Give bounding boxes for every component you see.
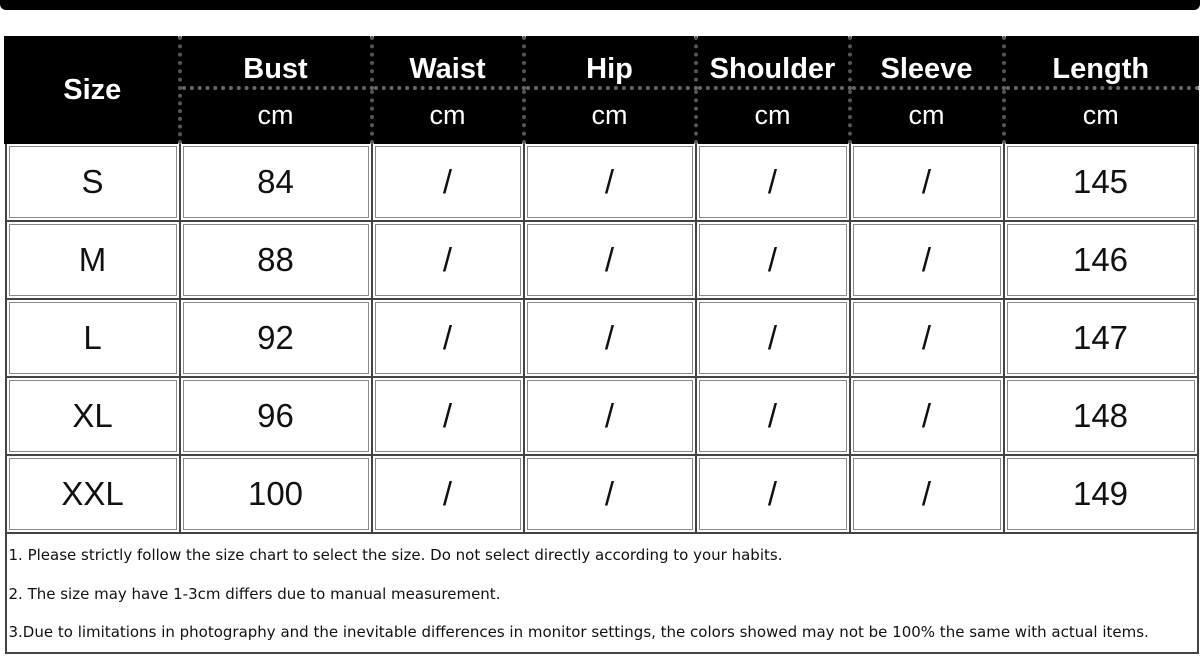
header-length: Length [1004, 38, 1198, 89]
cell-waist: / [372, 143, 524, 222]
unit-hip: cm [524, 88, 696, 143]
cell-hip: / [524, 221, 696, 299]
cell-hip: / [524, 455, 696, 533]
cell-bust: 92 [180, 299, 372, 377]
header-bust: Bust [180, 38, 372, 89]
notes-section [6, 533, 1198, 653]
unit-sleeve: cm [850, 88, 1004, 143]
cell-hip: / [524, 377, 696, 455]
top-black-bar [0, 0, 1200, 10]
table-row [6, 455, 1198, 533]
cell-bust: 96 [180, 377, 372, 455]
cell-length: 147 [1004, 299, 1198, 377]
header-hip: Hip [524, 38, 696, 89]
cell-sleeve: / [850, 455, 1004, 533]
row-size: XXL [6, 455, 180, 533]
cell-hip: / [524, 299, 696, 377]
note-1: 1. Please strictly follow the size chart to select the size. Do not select directly according to your habits. [8, 546, 783, 564]
cell-length: 145 [1004, 143, 1198, 222]
cell-sleeve: / [850, 143, 1004, 222]
table-row [6, 143, 1198, 222]
cell-length: 148 [1004, 377, 1198, 455]
header-waist: Waist [372, 38, 524, 89]
cell-shoulder: / [696, 221, 850, 299]
cell-length: 146 [1004, 221, 1198, 299]
header-shoulder: Shoulder [696, 38, 850, 89]
row-size: L [6, 299, 180, 377]
cell-bust: 100 [180, 455, 372, 533]
header-size: Size [6, 38, 180, 143]
cell-waist: / [372, 221, 524, 299]
cell-bust: 88 [180, 221, 372, 299]
unit-shoulder: cm [696, 88, 850, 143]
note-3: 3.Due to limitations in photography and the inevitable differences in monitor settings, the colors showed may not be 100% the same with actual items. [8, 623, 1149, 641]
cell-sleeve: / [850, 299, 1004, 377]
cell-waist: / [372, 377, 524, 455]
cell-length: 149 [1004, 455, 1198, 533]
unit-length: cm [1004, 88, 1198, 143]
unit-bust: cm [180, 88, 372, 143]
cell-shoulder: / [696, 377, 850, 455]
table-row [6, 221, 1198, 299]
cell-shoulder: / [696, 299, 850, 377]
unit-waist: cm [372, 88, 524, 143]
note-2: 2. The size may have 1-3cm differs due to manual measurement. [8, 584, 501, 603]
cell-waist: / [372, 455, 524, 533]
cell-waist: / [372, 299, 524, 377]
row-size: XL [6, 377, 180, 455]
cell-sleeve: / [850, 221, 1004, 299]
row-size: M [6, 221, 180, 299]
row-size: S [6, 143, 180, 222]
table-row [6, 299, 1198, 377]
cell-bust: 84 [180, 143, 372, 222]
cell-hip: / [524, 143, 696, 222]
header-sleeve: Sleeve [850, 38, 1004, 89]
table-row [6, 377, 1198, 455]
size-chart-table [4, 36, 1199, 654]
cell-sleeve: / [850, 377, 1004, 455]
cell-shoulder: / [696, 143, 850, 222]
cell-shoulder: / [696, 455, 850, 533]
